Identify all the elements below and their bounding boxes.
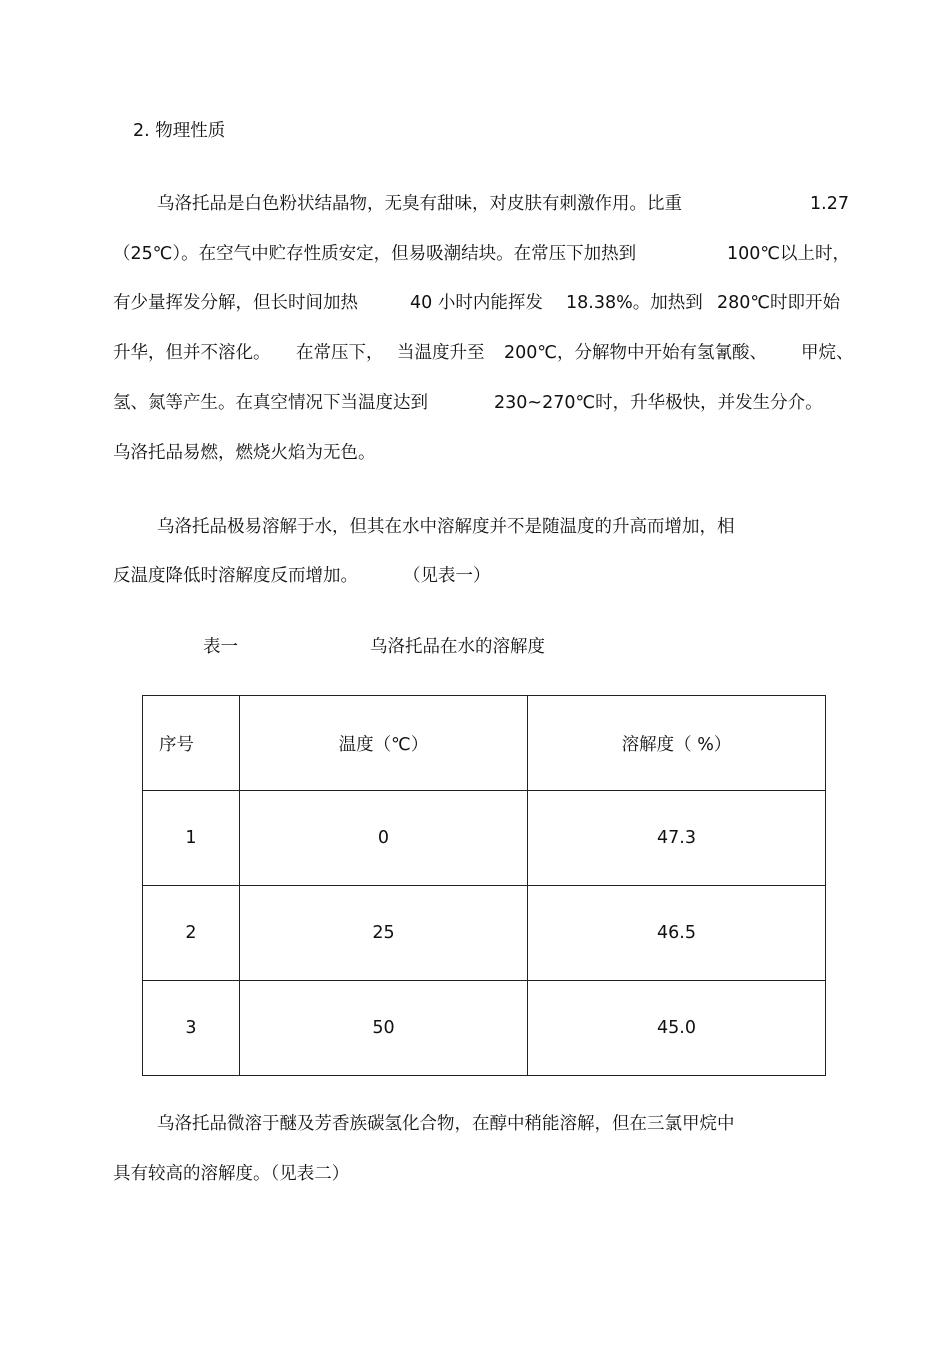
cell-index: 1 [143,791,240,886]
table1-caption: 乌洛托品在水的溶解度 [370,637,545,657]
header-temperature: 温度（℃） [240,696,528,791]
solubility-table [142,695,826,1076]
p3-line1-text: 乌洛托品微溶于醚及芳香族碳氢化合物，在醇中稍能溶解，但在三氯甲烷中 [157,1114,735,1134]
p1-line3-text-c: 18.38%。加热到 [566,293,703,313]
p2-line1-text: 乌洛托品极易溶解于水，但其在水中溶解度并不是随温度的升高而增加，相 [157,517,735,537]
table1-label: 表一 [203,637,238,657]
table-row [143,791,826,886]
p1-line3-text-b: 40 小时内能挥发 [410,293,543,313]
cell-temperature: 0 [240,791,528,886]
p2-line2-text: 反温度降低时溶解度反而增加。 [113,566,358,586]
section-heading: 2. 物理性质 [133,121,226,141]
table-row [143,981,826,1076]
table-header-row [143,696,826,791]
p3-line2-text: 具有较高的溶解度。（见表二） [113,1164,350,1184]
p1-line4-text-e: 甲烷、 [801,343,854,363]
cell-index: 2 [143,886,240,981]
p1-line3-text-a: 有少量挥发分解，但长时间加热 [113,293,358,313]
cell-temperature: 50 [240,981,528,1076]
cell-index: 3 [143,981,240,1076]
p1-line1-text: 乌洛托品是白色粉状结晶物，无臭有甜味，对皮肤有刺激作用。比重 [157,194,682,214]
header-index: 序号 [143,696,240,791]
p1-line6-text: 乌洛托品易燃，燃烧火焰为无色。 [113,443,376,463]
p1-line4-text-b: 在常压下， [296,343,384,363]
p1-line2-text: （25℃）。在空气中贮存性质安定，但易吸潮结块。在常压下加热到 [113,244,637,264]
p1-line2-value: 100℃以上时， [727,244,851,264]
cell-solubility: 47.3 [528,791,826,886]
p1-line4-text-d: 200℃，分解物中开始有氢氰酸、 [504,343,768,363]
cell-solubility: 46.5 [528,886,826,981]
p1-line1-value: 1.27 [810,194,849,214]
cell-solubility: 45.0 [528,981,826,1076]
p1-line3-text-d: 280℃时即开始 [717,293,841,313]
p1-line5-text-a: 氢、氮等产生。在真空情况下当温度达到 [113,393,428,413]
table-row [143,886,826,981]
header-solubility: 溶解度（ %） [528,696,826,791]
cell-temperature: 25 [240,886,528,981]
p1-line4-text-a: 升华，但并不溶化。 [113,343,271,363]
p1-line4-text-c: 当温度升至 [397,343,485,363]
p1-line5-text-b: 230~270℃时，升华极快，并发生分介。 [494,393,823,413]
p2-line2-reference: （见表一） [403,566,491,586]
